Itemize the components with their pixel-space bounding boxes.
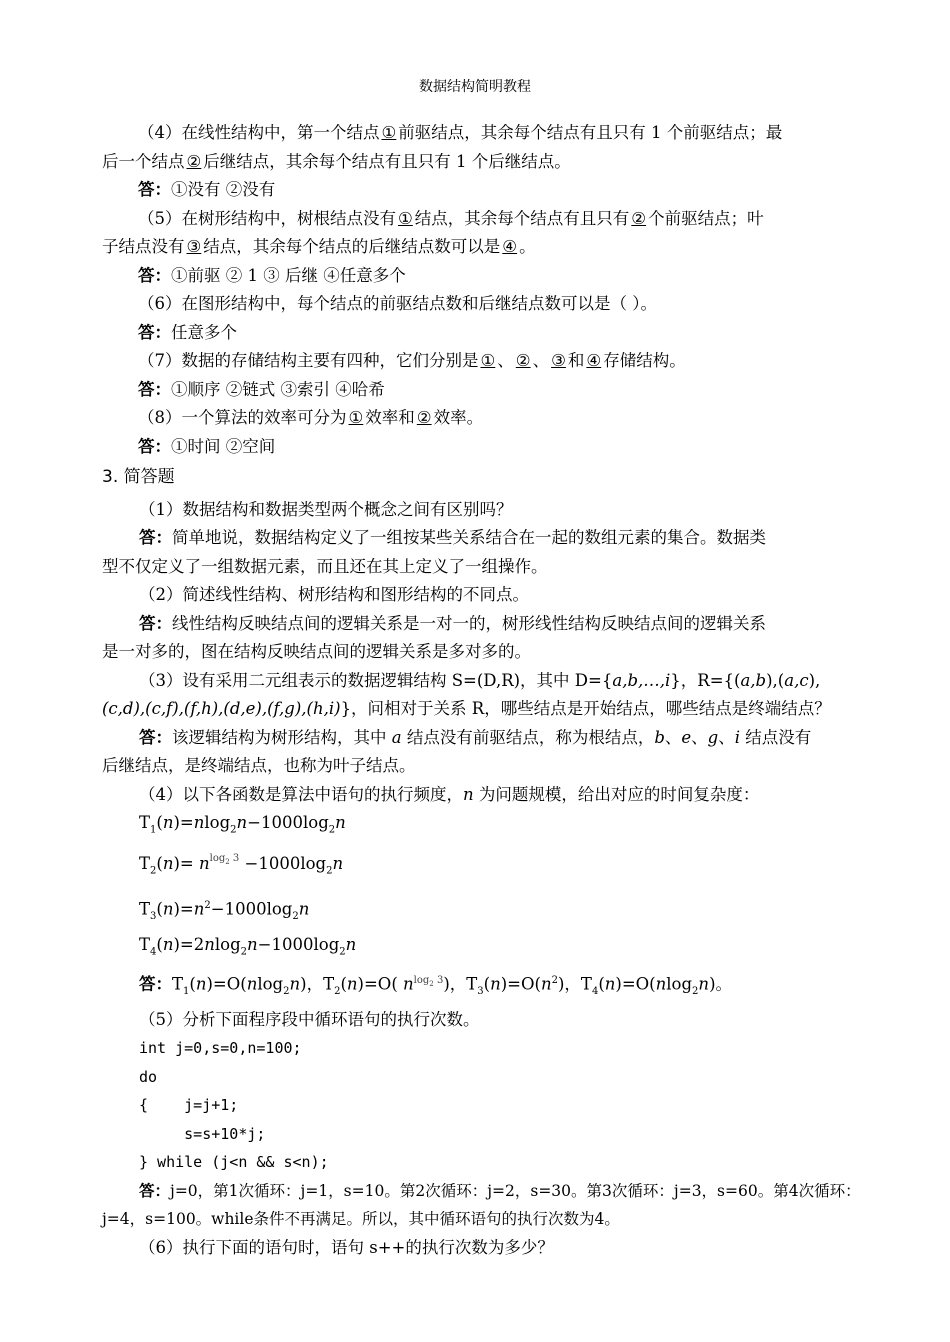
q8-line1: （8）一个算法的效率可分为 ① 效率和 ② 效率。: [138, 408, 484, 427]
code-line: { j=j+1;: [139, 1096, 239, 1115]
section-heading: 3. 简答题: [102, 467, 175, 487]
s5-question: （5）分析下面程序段中循环语句的执行次数。: [139, 1009, 480, 1029]
answer-label: 答：: [138, 436, 171, 456]
answer-label: 答：: [139, 1181, 171, 1200]
code-line: } while (j<n && s<n);: [139, 1153, 329, 1172]
s3-question-line1: （3）设有采用二元组表示的数据逻辑结构 S=(D,R)，其中 D={a,b,…,i}，R={(a,b),(a,c),: [139, 670, 821, 690]
page-header: 数据结构简明教程: [419, 79, 531, 95]
q8-answer: 答：①时间 ②空间: [138, 436, 276, 456]
s3-answer-line2: 后继结点，是终端结点，也称为叶子结点。: [102, 756, 416, 775]
blank-2: ②: [631, 208, 647, 228]
s3-answer-line1: 答：该逻辑结构为树形结构，其中 a 结点没有前驱结点，称为根结点，b、e、g、i 结点没有: [139, 727, 812, 747]
q4-answer: 答：①没有 ②没有: [138, 180, 276, 199]
blank-1: ①: [480, 351, 496, 370]
answer-label: 答：: [138, 322, 171, 342]
answer-label: 答：: [138, 180, 171, 199]
s3-question-line2: (c,d),(c,f),(f,h),(d,e),(f,g),(h,i)}，问相对于关系 R，哪些结点是开始结点，哪些结点是终端结点？: [102, 699, 831, 718]
code-line: do: [139, 1067, 158, 1086]
answer-label: 答：: [138, 379, 171, 399]
s2-question: （2）简述线性结构、树形结构和图形结构的不同点。: [139, 585, 529, 604]
blank-2: ②: [515, 351, 531, 370]
content-body: [102, 119, 861, 1262]
q7-answer: 答：①顺序 ②链式 ③索引 ④哈希: [138, 379, 385, 399]
blank-1: ①: [398, 208, 413, 228]
blank-4: ④: [586, 351, 602, 370]
code-line: int j=0,s=0,n=100;: [139, 1039, 302, 1058]
q7-line1: （7）数据的存储结构主要有四种，它们分别是 ① 、 ② 、 ③ 和 ④ 存储结构。: [138, 351, 686, 370]
blank-4: ④: [502, 237, 518, 256]
q5-line1: （5）在树形结构中，树根结点没有 ① 结点，其余每个结点有且只有 ② 个前驱结点；叶: [138, 208, 764, 228]
s4-question: （4）以下各函数是算法中语句的执行频度，n 为问题规模，给出对应的时间复杂度：: [139, 784, 760, 804]
blank-1: ①: [381, 123, 397, 142]
s5-answer-line1: 答：j=0，第1次循环：j=1，s=10。第2次循环：j=2，s=30。第3次循环：j=3，s=60。第4次循环：: [139, 1181, 861, 1200]
s4-formula-1: $T_1(n)=nlog_2n-1000\log_2n$: [139, 813, 346, 836]
s5-answer-line2: j=4，s=100。while条件不再满足。所以，其中循环语句的执行次数为4。: [102, 1210, 620, 1229]
code-line: s=s+10*j;: [139, 1124, 266, 1143]
q5-line2: 子结点没有 ③ 结点，其余每个结点的后继结点数可以是 ④ 。: [102, 237, 536, 256]
blank-3: ③: [186, 237, 202, 256]
blank-3: ③: [551, 351, 566, 370]
answer-label: 答：: [139, 528, 172, 547]
blank-2: ②: [416, 408, 432, 427]
answer-label: 答：: [139, 727, 172, 747]
s1-answer-line1: 答：简单地说，数据结构定义了一组按某些关系结合在一起的数组元素的集合。数据类: [139, 528, 766, 547]
answer-label: 答：: [139, 974, 172, 994]
s4-formula-2: $T_2(n)= n^{log_2 3} -1000\log_2n$: [139, 852, 344, 877]
s1-answer-line2: 型不仅定义了一组数据元素，而且还在其上定义了一组操作。: [102, 556, 548, 576]
s1-question: （1）数据结构和数据类型两个概念之间有区别吗？: [139, 499, 513, 519]
s4-formula-3: $T_3(n)=n^2-1000\log_2n$: [139, 899, 310, 922]
s4-formula-4: $T_4(n)=2nlog_2n-1000\log_2n$: [139, 934, 357, 958]
s4-answer: 答：$T_1(n)=O(nlog_2n)$，$T_2(n)=O$( $n^{log_2 3}$)，$T_3(n)=O(n^2)$，$T_4(n)=O(nlog_2n)$。: [139, 974, 732, 997]
blank-1: ①: [348, 408, 364, 427]
s6-question: （6）执行下面的语句时，语句 s++的执行次数为多少？: [139, 1237, 554, 1257]
s2-answer-line1: 答：线性结构反映结点间的逻辑关系是一对一的，树形线性结构反映结点间的逻辑关系: [139, 613, 766, 633]
answer-label: 答：: [139, 613, 172, 633]
q5-answer: 答：①前驱 ② 1 ③ 后继 ④任意多个: [138, 265, 406, 285]
q4-line2: 后一个结点 ② 后继结点，其余每个结点有且只有 1 个后继结点。: [102, 151, 571, 171]
q6-line1: （6）在图形结构中，每个结点的前驱结点数和后继结点数可以是（ ）。: [138, 294, 657, 313]
q4-line1: （4）在线性结构中，第一个结点 ① 前驱结点，其余每个结点有且只有 1 个前驱结点；最: [138, 123, 783, 142]
blank-2: ②: [186, 151, 202, 171]
answer-label: 答：: [138, 265, 171, 285]
q6-answer: 答：任意多个: [138, 322, 237, 342]
s2-answer-line2: 是一对多的，图在结构反映结点间的逻辑关系是多对多的。: [102, 642, 531, 661]
